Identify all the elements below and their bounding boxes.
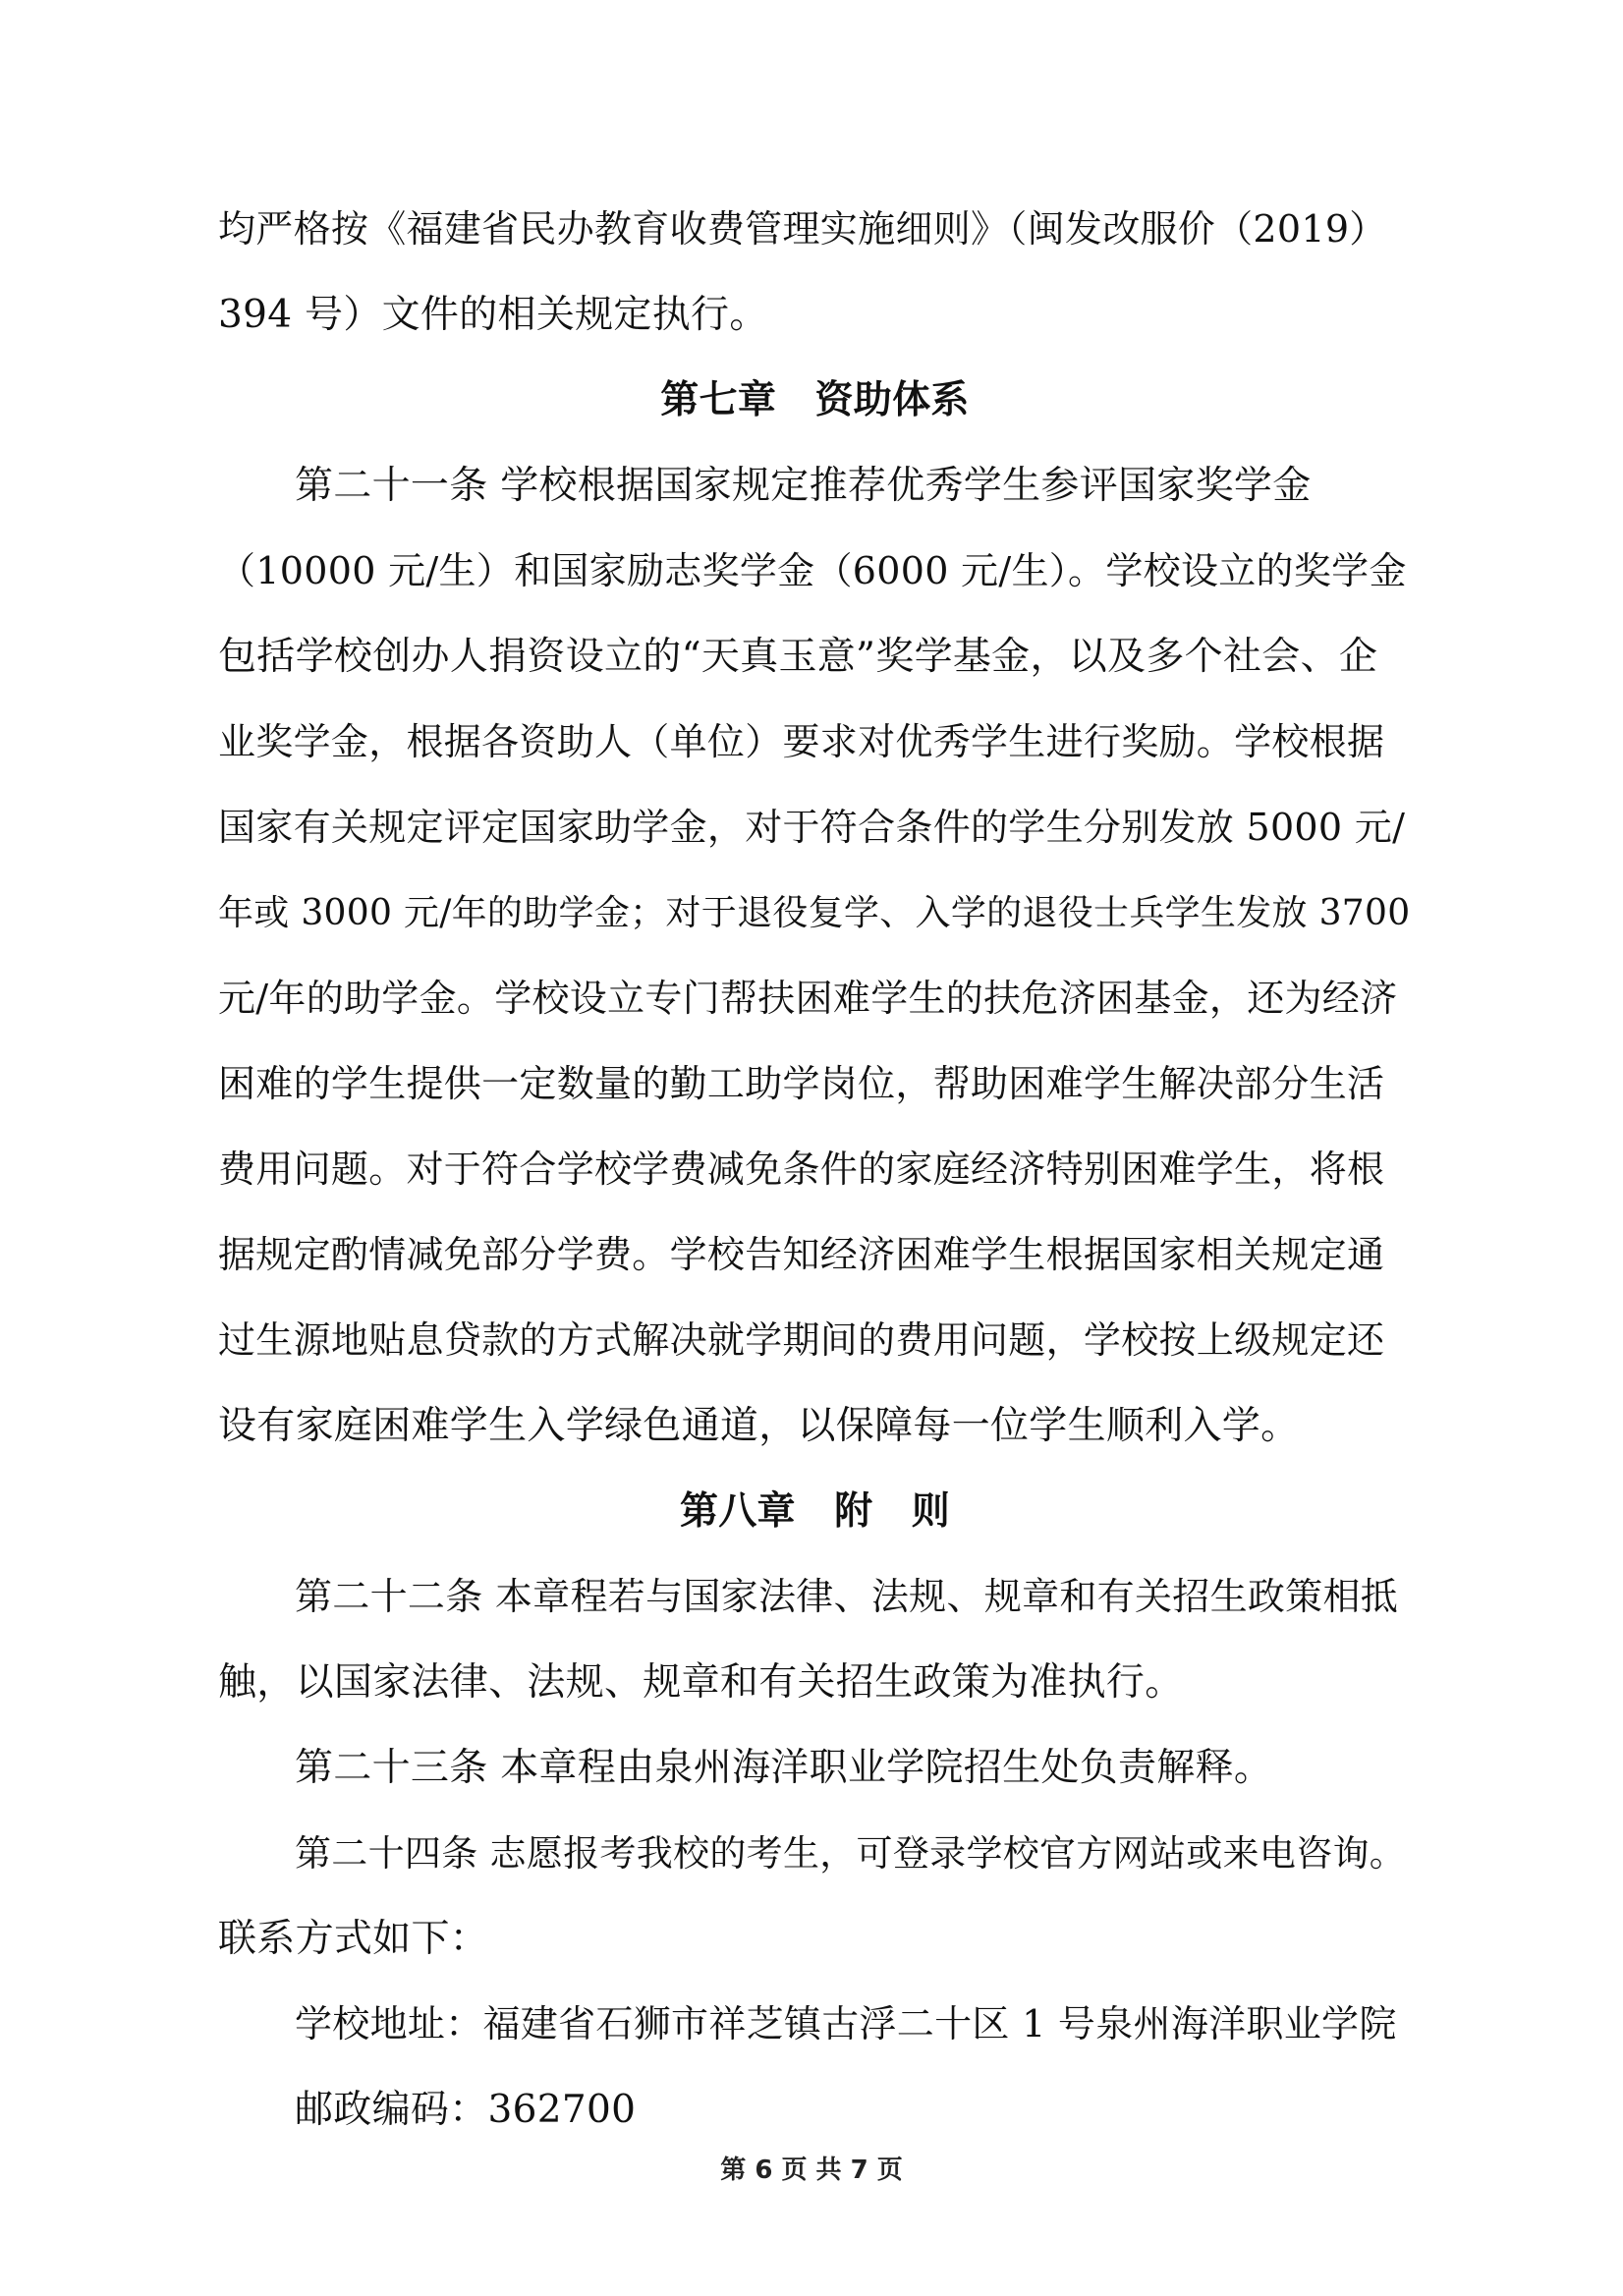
article-24-line: 第二十四条 志愿报考我校的考生，可登录学校官方网站或来电咨询。 bbox=[295, 1832, 1407, 1875]
paragraph-line: 困难的学生提供一定数量的勤工助学岗位，帮助困难学生解决部分生活 bbox=[218, 1062, 1385, 1105]
paragraph-line: 394 号）文件的相关规定执行。 bbox=[218, 293, 768, 337]
paragraph-line: 设有家庭困难学生入学绿色通道，以保障每一位学生顺利入学。 bbox=[218, 1404, 1300, 1448]
document-body bbox=[218, 187, 1412, 2153]
paragraph-line: （10000 元/生）和国家励志奖学金（6000 元/生）。学校设立的奖学金 bbox=[218, 549, 1407, 592]
paragraph-line: 业奖学金，根据各资助人（单位）要求对优秀学生进行奖励。学校根据 bbox=[218, 720, 1385, 763]
paragraph-line: 年或 3000 元/年的助学金；对于退役复学、入学的退役士兵学生发放 3700 bbox=[218, 893, 1411, 933]
article-22-line: 第二十二条 本章程若与国家法律、法规、规章和有关招生政策相抵 bbox=[295, 1575, 1399, 1618]
chapter-heading-7: 第七章 资助体系 bbox=[660, 378, 970, 422]
paragraph-line: 联系方式如下： bbox=[218, 1917, 489, 1961]
paragraph-line: 元/年的助学金。学校设立专门帮扶困难学生的扶危济困基金，还为经济 bbox=[218, 977, 1398, 1020]
paragraph-line: 过生源地贴息贷款的方式解决就学期间的费用问题，学校按上级规定还 bbox=[218, 1318, 1385, 1362]
paragraph-line: 国家有关规定评定国家助学金，对于符合条件的学生分别发放 5000 元/ bbox=[218, 806, 1406, 849]
school-address-line: 学校地址：福建省石狮市祥芝镇古浮二十区 1 号泉州海洋职业学院 bbox=[295, 2002, 1397, 2045]
article-21-line: 第二十一条 学校根据国家规定推荐优秀学生参评国家奖学金 bbox=[295, 464, 1312, 508]
article-23-line: 第二十三条 本章程由泉州海洋职业学院招生处负责解释。 bbox=[295, 1746, 1273, 1790]
paragraph-line: 包括学校创办人捐资设立的“天真玉意”奖学基金，以及多个社会、企 bbox=[218, 635, 1378, 679]
chapter-heading-8: 第八章 附 则 bbox=[679, 1489, 951, 1534]
paragraph-line: 费用问题。对于符合学校学费减免条件的家庭经济特别困难学生，将根 bbox=[218, 1148, 1385, 1191]
paragraph-line: 均严格按《福建省民办教育收费管理实施细则》（闽发改服价（2019） bbox=[218, 207, 1387, 251]
postal-code-line: 邮政编码：362700 bbox=[295, 2088, 637, 2132]
page-number-footer: 第 6 页 共 7 页 bbox=[720, 2156, 903, 2185]
paragraph-line: 据规定酌情减免部分学费。学校告知经济困难学生根据国家相关规定通 bbox=[218, 1233, 1385, 1276]
paragraph-line: 触，以国家法律、法规、规章和有关招生政策为准执行。 bbox=[218, 1660, 1184, 1705]
